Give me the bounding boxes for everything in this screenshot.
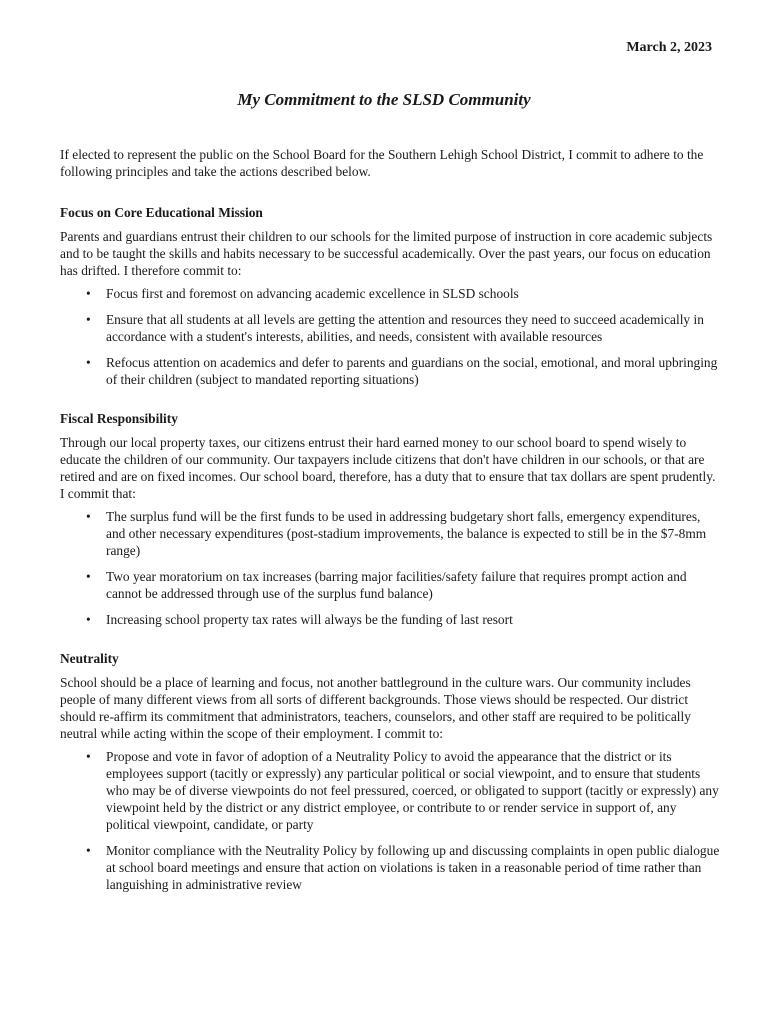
section-heading: Focus on Core Educational Mission: [60, 205, 263, 220]
bullet-item: • Increasing school property tax rates will always be the funding of last resort: [60, 611, 720, 628]
bullet-item: • Refocus attention on academics and defer to parents and guardians on the social, emotional, and moral upbringing of their children (subject to mandated reporting situations): [60, 354, 720, 388]
intro-paragraph: If elected to represent the public on the School Board for the Southern Lehigh School District, I commit to adhere to the following principles and take the actions described below.: [60, 147, 704, 179]
section-fiscal-responsibility: [60, 410, 720, 628]
bullet-list: [60, 285, 720, 388]
section-heading: Neutrality: [60, 651, 119, 666]
section-paragraph: Through our local property taxes, our citizens entrust their hard earned money to our school board to spend wisely to educate the children of our community. Our taxpayers include citizens that don't have children in our schools, or that are retired and are on fixed incomes. Our school board, therefore, has a duty that to ensure that tax dollars are spent prudently. I commit that:: [60, 435, 716, 501]
section-neutrality: [60, 650, 720, 893]
bullet-list: [60, 748, 720, 893]
bullet-item: • Focus first and foremost on advancing academic excellence in SLSD schools: [60, 285, 720, 302]
section-core-educational-mission: [60, 204, 720, 388]
document-date: March 2, 2023: [626, 40, 712, 55]
bullet-list: [60, 508, 720, 628]
bullet-item: • Ensure that all students at all levels are getting the attention and resources they need to succeed academically in accordance with a student's interests, abilities, and needs, consistent with available resources: [60, 311, 720, 345]
bullet-item: • Propose and vote in favor of adoption of a Neutrality Policy to avoid the appearance that the district or its employees support (tacitly or expressly) any particular political or social viewpoint, and to ensure that students who may be of diverse viewpoints do not feel pressured, coerced, or obligated to support (tacitly or expressly) any viewpoint held by the district or any district employee, or contribute to or render service in support of, any political viewpoint, candidate, or party: [60, 748, 720, 833]
section-paragraph: Parents and guardians entrust their children to our schools for the limited purpose of instruction in core academic subjects and to be taught the skills and habits necessary to be successful academically. Over the past years, our focus on education has drifted. I therefore commit to:: [60, 229, 713, 278]
document-title: My Commitment to the SLSD Community: [237, 90, 531, 109]
section-paragraph: School should be a place of learning and focus, not another battleground in the culture wars. Our community includes people of many different views from all sorts of different backgrounds. Those views should be respected. Our district should re-affirm its commitment that administrators, teachers, counselors, and other staff are required to be politically neutral while acting within the scope of their employment. I commit to:: [60, 675, 691, 741]
bullet-item: • The surplus fund will be the first funds to be used in addressing budgetary short falls, emergency expenditures, and other necessary expenditures (post-stadium improvements, the balance is expected to still be in the $7-8mm range): [60, 508, 720, 559]
bullet-item: • Two year moratorium on tax increases (barring major facilities/safety failure that requires prompt action and cannot be addressed through use of the surplus fund balance): [60, 568, 720, 602]
section-heading: Fiscal Responsibility: [60, 411, 178, 426]
bullet-item: • Monitor compliance with the Neutrality Policy by following up and discussing complaints in open public dialogue at school board meetings and ensure that action on violations is taken in a reasonable period of time rather than languishing in administrative review: [60, 842, 720, 893]
document-body: [60, 146, 720, 915]
